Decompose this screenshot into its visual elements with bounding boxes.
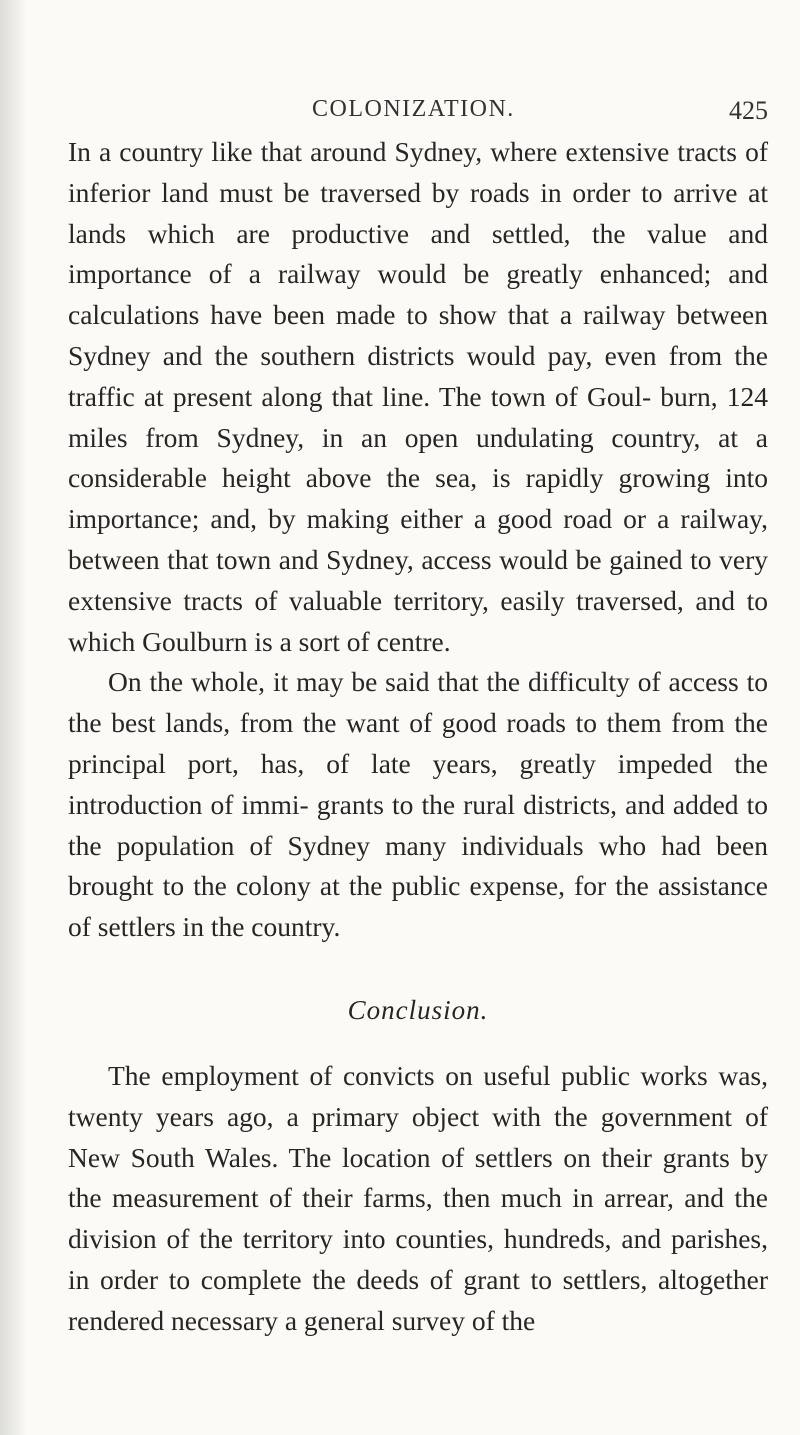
paragraph-conclusion: The employment of convicts on useful public works was, twenty years ago, a primary object with the government of New South Wales. The location of settlers on their grants by the measurement of their farms, then much in arrear, and the division of the territory into counties, hundreds, and parishes, in order to complete the deeds of grant to settlers, altogether rendered necessary a general survey of the [68, 1059, 768, 1336]
paragraph-railway: In a country like that around Sydney, where extensive tracts of inferior land must be traversed by roads in order to arrive at lands which are productive and settled, the value and importance of a railway would be greatly enhanced; and calculations have been made to show that a railway between Sydney and the southern districts would pay, even from the traffic at present along that line. The town of Goul- burn, 124 miles from Sydney, in an open undulating country, at a considerable height above the sea, is rapidly growing into importance; and, by making either a good road or a railway, between that town and Sydney, access would be gained to very extensive tracts of valuable territory, easily traversed, and to which Goulburn is a sort of centre. [68, 136, 768, 657]
header-title: COLONIZATION. [312, 96, 515, 122]
page-number: 425 [729, 96, 768, 125]
book-page [68, 0, 768, 1435]
paragraph-access: On the whole, it may be said that the difficulty of access to the best lands, from the want of good roads to them from the principal port, has, of late years, greatly impeded the introduction of immi- grants to the rural districts, and added to the population of Sydney many individuals who had been brought to the colony at the public expense, for the assistance of settlers in the country. [68, 666, 768, 943]
page-edge-shadow [0, 0, 26, 1435]
running-head [68, 96, 768, 136]
body-text [68, 132, 768, 1342]
section-heading: Conclusion. [347, 994, 489, 1025]
